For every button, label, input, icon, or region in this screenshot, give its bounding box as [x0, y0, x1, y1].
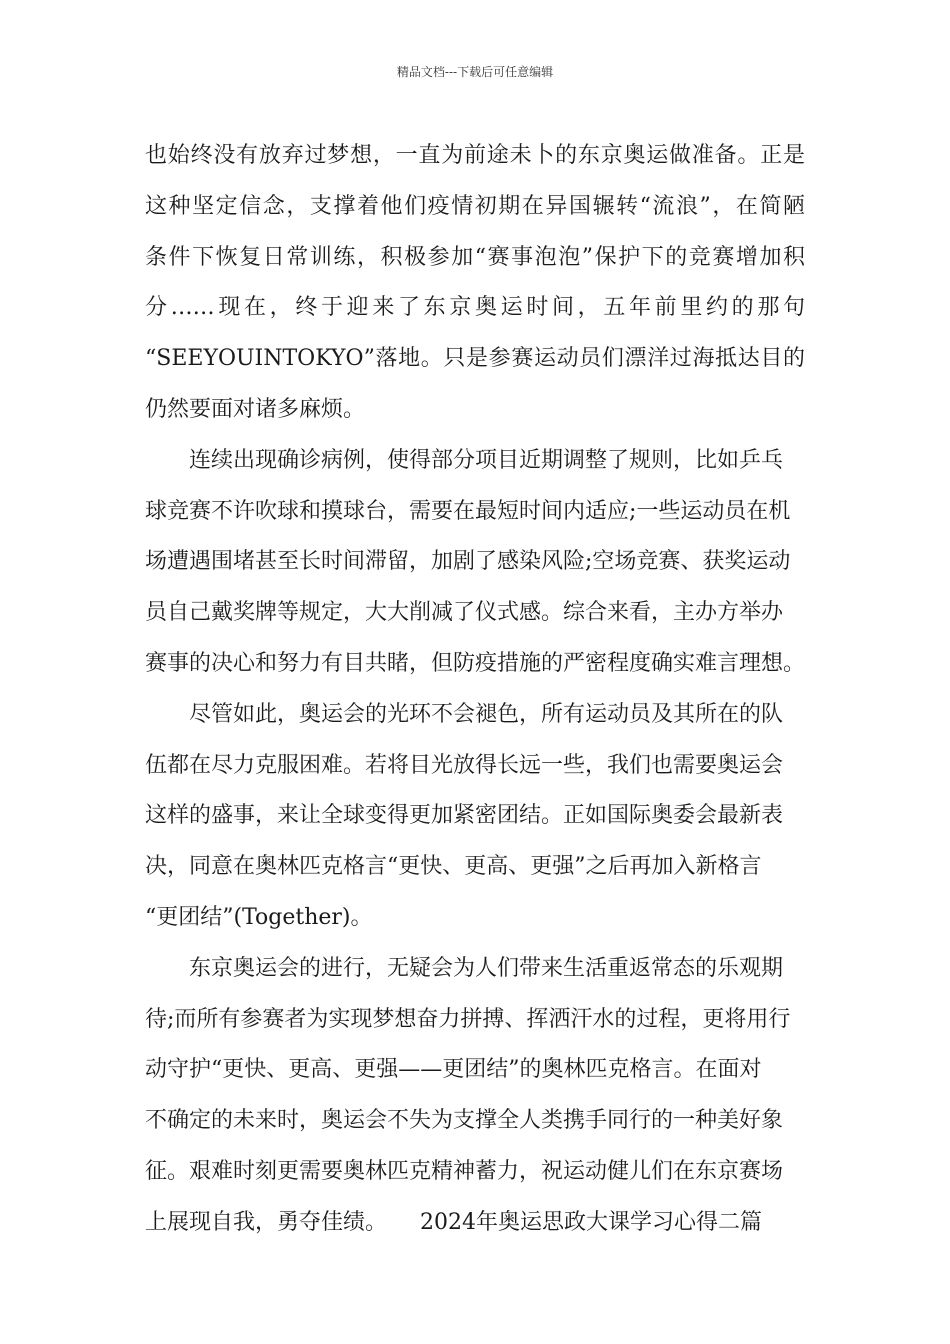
- text-line: “更团结”(Together)。: [145, 904, 373, 930]
- text-line: 尽管如此，奥运会的光环不会褪色，所有运动员及其所在的队: [145, 701, 784, 727]
- text-line: 上展现自我，勇夺佳绩。 2024年奥运思政大课学习心得二篇: [145, 1209, 762, 1235]
- text-line: 员自己戴奖牌等规定，大大削减了仪式感。综合来看，主办方举办: [145, 600, 784, 626]
- document-body: [145, 131, 805, 1249]
- text-line: 分……现在，终于迎来了东京奥运时间，五年前里约的那句: [145, 295, 805, 321]
- text-line: 球竞赛不许吹球和摸球台，需要在最短时间内适应;一些运动员在机: [145, 498, 791, 524]
- text-line: 东京奥运会的进行，无疑会为人们带来生活重返常态的乐观期: [145, 955, 784, 981]
- text-line: 决，同意在奥林匹克格言“更快、更高、更强”之后再加入新格言: [145, 854, 762, 880]
- text-line: 这种坚定信念，支撑着他们疫情初期在异国辗转“流浪”，在简陋: [145, 193, 805, 219]
- text-line: 这样的盛事，来让全球变得更加紧密团结。正如国际奥委会最新表: [145, 803, 784, 829]
- text-line: 征。艰难时刻更需要奥林匹克精神蓄力，祝运动健儿们在东京赛场: [145, 1158, 784, 1184]
- text-line: 也始终没有放弃过梦想，一直为前途未卜的东京奥运做准备。正是: [145, 143, 805, 168]
- text-line: 仍然要面对诸多麻烦。: [145, 396, 366, 422]
- text-line: 条件下恢复日常训练，积极参加“赛事泡泡”保护下的竞赛增加积: [145, 244, 805, 270]
- text-line: 不确定的未来时，奥运会不失为支撑全人类携手同行的一种美好象: [145, 1108, 784, 1134]
- page-header: 精品文档---下载后可任意编辑: [396, 65, 554, 79]
- text-line: 场遭遇围堵甚至长时间滞留，加剧了感染风险;空场竞赛、获奖运动: [145, 549, 791, 575]
- text-line: 赛事的决心和努力有目共睹，但防疫措施的严密程度确实难言理想。: [145, 650, 805, 676]
- text-line: 待;而所有参赛者为实现梦想奋力拼搏、挥洒汗水的过程，更将用行: [145, 1006, 791, 1032]
- text-line: “SEEYOUINTOKYO”落地。只是参赛运动员们漂洋过海抵达目的: [145, 346, 805, 372]
- text-line: 动守护“更快、更高、更强——更团结”的奥林匹克格言。在面对: [145, 1057, 762, 1083]
- text-line: 伍都在尽力克服困难。若将目光放得长远一些，我们也需要奥运会: [145, 752, 784, 778]
- text-line: 连续出现确诊病例，使得部分项目近期调整了规则，比如乒乓: [145, 447, 784, 473]
